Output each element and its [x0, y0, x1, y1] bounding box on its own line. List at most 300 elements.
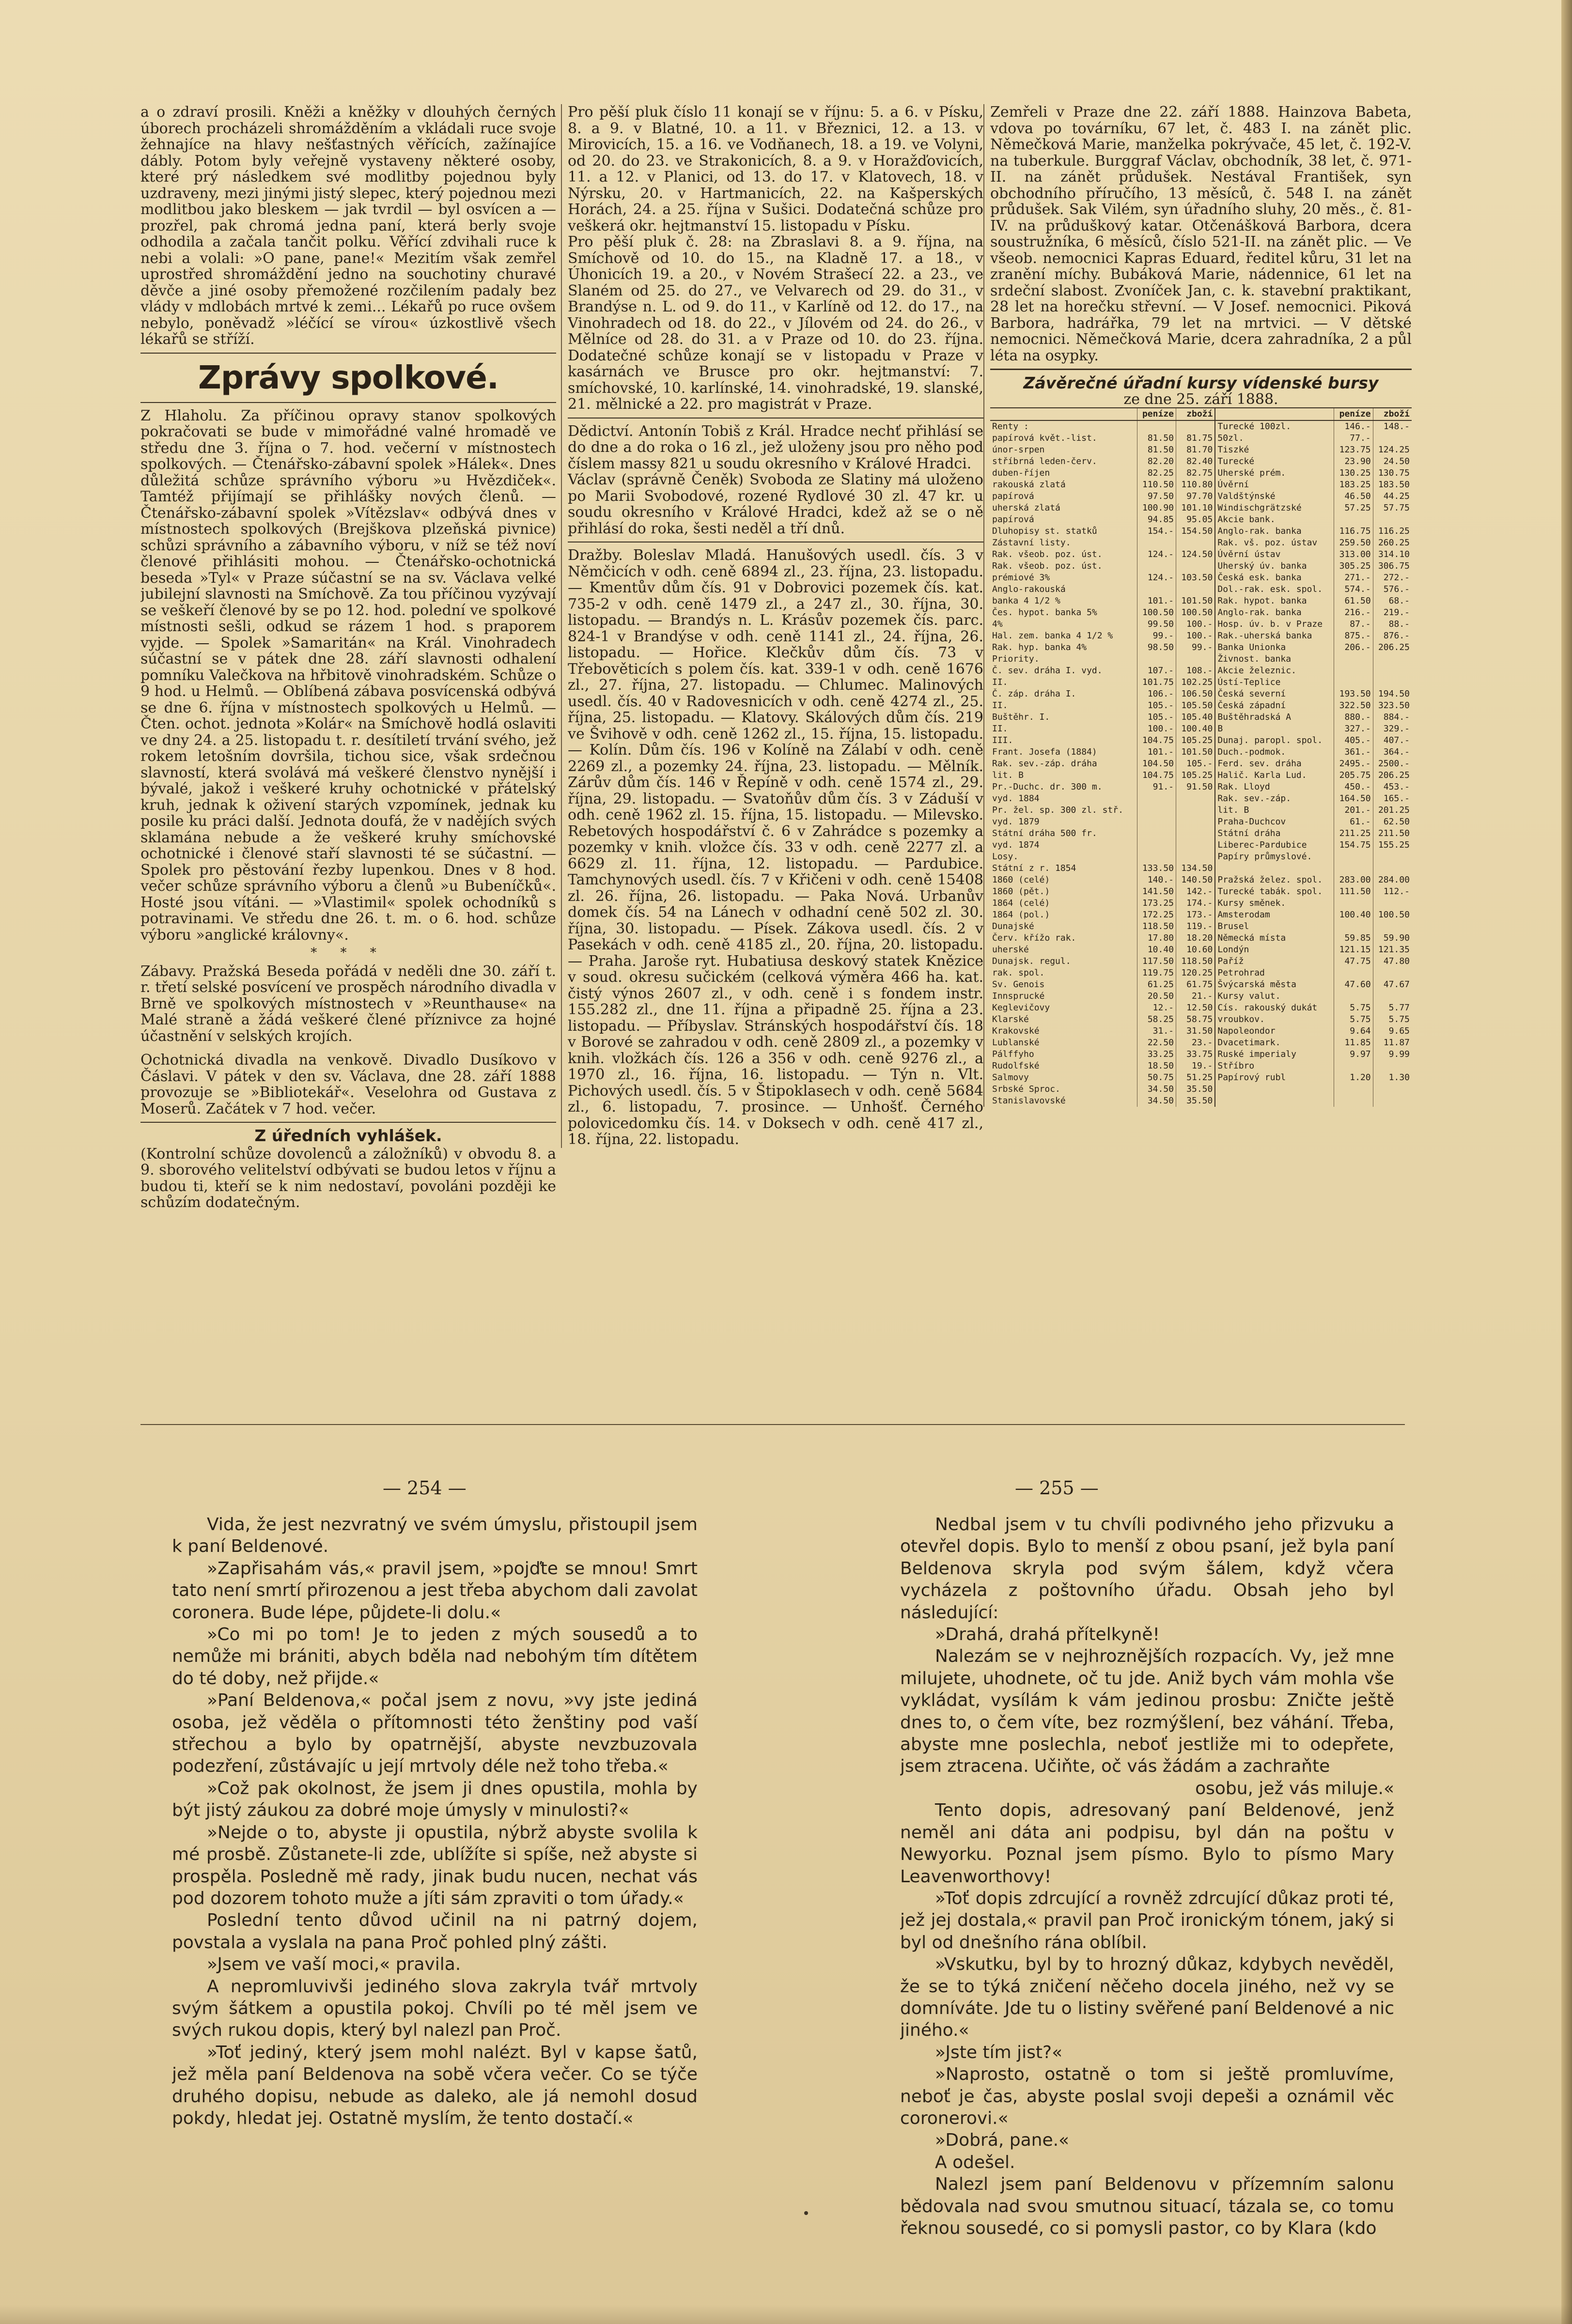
- bourse-cell: 576.-: [1373, 584, 1412, 595]
- bourse-cell: 104.75: [1137, 770, 1176, 781]
- bourse-cell: Akcie železnic.: [1215, 665, 1334, 677]
- bourse-cell: 94.85: [1137, 514, 1176, 526]
- bourse-cell: [1373, 863, 1412, 874]
- bourse-cell: 5.75: [1373, 1014, 1412, 1025]
- bourse-cell: 33.75: [1176, 1049, 1215, 1060]
- bourse-cell: Pr.-Duchc. dr. 300 m.: [992, 782, 1103, 792]
- bourse-cell: Dunajsk. regul.: [992, 956, 1071, 966]
- bourse-cell: 124.-: [1137, 549, 1176, 560]
- bourse-cell: 57.25: [1334, 502, 1373, 514]
- bourse-cell: 211.50: [1373, 828, 1412, 839]
- bourse-cell: 124.-: [1137, 572, 1176, 584]
- bourse-cell: [1176, 816, 1215, 828]
- bourse-cell: Rak.-uherská banka: [1215, 630, 1334, 642]
- bourse-row: [990, 491, 1412, 502]
- bourse-cell: 206.25: [1373, 770, 1412, 781]
- bourse-cell: [1373, 514, 1412, 526]
- bourse-cell: 364.-: [1373, 746, 1412, 758]
- bourse-cell: 164.50: [1334, 793, 1373, 805]
- bourse-row: [990, 758, 1412, 770]
- bourse-cell: Úvěrní ústav: [1215, 549, 1334, 560]
- bourse-cell: 142.-: [1176, 886, 1215, 898]
- bourse-cell: 50zl.: [1215, 433, 1334, 444]
- bourse-cell: [1137, 537, 1176, 549]
- bourse-cell: Stanislavovské: [992, 1096, 1066, 1106]
- bourse-cell: Liberec-Pardubice: [1215, 839, 1334, 851]
- bourse-cell: 130.25: [1334, 467, 1373, 479]
- bourse-cell: 9.65: [1373, 1025, 1412, 1037]
- bourse-cell: 105.-: [1137, 712, 1176, 723]
- bourse-cell: 81.75: [1176, 433, 1215, 444]
- bourse-cell: 91.-: [1137, 781, 1176, 793]
- bourse-row: [990, 630, 1412, 642]
- bourse-cell: 100.50: [1137, 607, 1176, 619]
- bourse-cell: 88.-: [1373, 619, 1412, 630]
- bourse-cell: 103.50: [1176, 572, 1215, 584]
- bourse-cell: Pražská želez. spol.: [1215, 874, 1334, 886]
- bourse-row: [990, 1002, 1412, 1014]
- bourse-cell: 284.00: [1373, 874, 1412, 886]
- bourse-cell: Anglo-rak. banka: [1215, 526, 1334, 537]
- bourse-cell: 12.50: [1176, 1002, 1215, 1014]
- bourse-cell: 134.50: [1176, 863, 1215, 874]
- bourse-cell: 121.35: [1373, 944, 1412, 956]
- bourse-cell: 313.00: [1334, 549, 1373, 560]
- bourse-cell: 105.-: [1137, 700, 1176, 712]
- bourse-cell: Kursy valut.: [1215, 991, 1334, 1002]
- novel-paragraph: »Což pak okolnost, že jsem ji dnes opustila, mohla by být jistý záukou za dobré moje úmysly v minulosti?«: [172, 1778, 698, 1821]
- bourse-cell: Anglo-rak. banka: [1215, 607, 1334, 619]
- bourse-cell: lit. B: [992, 770, 1024, 780]
- bourse-cell: 82.40: [1176, 456, 1215, 467]
- bourse-cell: Buštěhradská A: [1215, 712, 1334, 723]
- bourse-cell: 101.75: [1137, 677, 1176, 688]
- bourse-row: [990, 828, 1412, 839]
- bourse-row: [990, 991, 1412, 1002]
- bourse-cell: Brusel: [1215, 921, 1334, 932]
- bourse-cell: 112.-: [1373, 886, 1412, 898]
- bourse-cell: Sv. Genois: [992, 979, 1045, 990]
- bourse-cell: 116.75: [1334, 526, 1373, 537]
- bourse-cell: 283.00: [1334, 874, 1373, 886]
- bourse-row: [990, 1025, 1412, 1037]
- bourse-cell: 82.75: [1176, 467, 1215, 479]
- bourse-cell: 172.25: [1137, 909, 1176, 921]
- bourse-cell: 95.05: [1176, 514, 1215, 526]
- article-text: Zemřeli v Praze dne 22. září 1888. Hainzova Babeta, vdova po továrníku, 67 let, č. 483 I. na zánět plic. Němečková Marie, manželka pokrývače, 45 let, č. 192-V. na tuberkule. Burggraf Václav, obchodník, 38 let, č. 971-II. na zánět průdušek. Nestával František, syn obchodního příručího, 13 měsíců, č. 548 I. na zánět průdušek. Sak Vilém, syn úřadního sluhy, 20 měs., č. 81-IV. na průduškový katar. Otčenášková Barbora, dcera soustružníka, 6 měsíců, číslo 521-II. na zánět plic. — Ve všeob. nemocnici Kapras Eduard, ředitel kůru, 31 let na zranění míchy. Bubáková Marie, nádennice, 61 let na srdeční slabost. Zvoníček Jan, c. k. stavební praktikant, 28 let na horečku střevní. — V Josef. nemocnici. Piková Barbora, hadrářka, 79 let na mrtvici. — V dětské nemocnici. Němečková Marie, dcera zahradníka, 2 a půl léta na osypky.: [990, 104, 1412, 364]
- article-text: Pro pěší pluk č. 28: na Zbraslavi 8. a 9. října, na Smíchově od 10. do 15., na Kladně 17. a 18., v Úhonicích 19. a 20., v Novém Strašecí 22. a 23., ve Slaném od 25. do 27., ve Velvarech od 29. do 31., v Brandýse n. L. od 9. do 11., v Karlíně od 12. do 17., na Vinohradech od 18. do 22., v Jílovém od 24. do 26., v Mělníce od 28. do 31. a v Praze od 10. do 23. října. Dodatečné schůze konají se v listopadu v Praze v kasárnách ve Brusce pro okr. hejtmanství: 7. smíchovské, 10. karlínské, 14. vinohradské, 19. slanské, 21. mělnické a 22. pro magistrát v Praze.: [568, 233, 983, 413]
- bourse-cell: Lublanské: [992, 1038, 1040, 1048]
- bourse-cell: 120.25: [1176, 967, 1215, 979]
- bourse-cell: 875.-: [1334, 630, 1373, 642]
- bourse-cell: II.: [992, 677, 1008, 687]
- bourse-cell: [1137, 584, 1176, 595]
- subsection-heading: Z úředních vyhlášek.: [254, 1126, 442, 1145]
- bourse-cell: [1334, 665, 1373, 677]
- bourse-cell: Rak. hypot. banka: [1215, 595, 1334, 607]
- bourse-title: Závěrečné úřadní kursy vídenské bursy: [1023, 373, 1379, 392]
- bourse-cell: 880.-: [1334, 712, 1373, 723]
- bourse-cell: 87.-: [1334, 619, 1373, 630]
- novel-paragraph: »Vskutku, byl by to hrozný důkaz, kdybych nevěděl, že se to týká zničení něčeho docela jiného, než vy se domníváte. Jde tu o listiny svěřené paní Beldenové a nic jiného.«: [900, 1954, 1394, 2041]
- bourse-cell: 2495.-: [1334, 758, 1373, 770]
- bourse-cell: 211.25: [1334, 828, 1373, 839]
- bourse-cell: [1334, 514, 1373, 526]
- bourse-row: [990, 770, 1412, 781]
- bourse-row: [990, 839, 1412, 851]
- bourse-cell: 102.25: [1176, 677, 1215, 688]
- bourse-row: [990, 1037, 1412, 1049]
- bourse-row: [990, 863, 1412, 874]
- bourse-cell: [1176, 584, 1215, 595]
- bourse-cell: Turecké tabák. spol.: [1215, 886, 1334, 898]
- novel-paragraph: »Dobrá, pane.«: [935, 2130, 1070, 2151]
- bourse-cell: 100.40: [1334, 909, 1373, 921]
- bourse-cell: Ústí-Teplice: [1215, 677, 1334, 688]
- bourse-cell: 21.-: [1176, 991, 1215, 1002]
- bourse-cell: 124.25: [1373, 444, 1412, 456]
- bourse-cell: Úvěrní: [1215, 479, 1334, 491]
- bourse-cell: Tiszké: [1215, 444, 1334, 456]
- bourse-cell: 34.50: [1137, 1084, 1176, 1095]
- bourse-cell: 105.50: [1176, 700, 1215, 712]
- bourse-cell: stříbrná leden-červ.: [992, 456, 1097, 466]
- bourse-cell: [1137, 828, 1176, 839]
- bourse-cell: 1860 (pět.): [992, 886, 1050, 897]
- novel-paragraph: osobu, jež vás miluje.«: [1195, 1778, 1394, 1798]
- bourse-cell: 119.75: [1137, 967, 1176, 979]
- bourse-cell: Stříbro: [1215, 1060, 1334, 1072]
- bourse-cell: 140.-: [1137, 874, 1176, 886]
- bourse-cell: Ruské imperialy: [1215, 1049, 1334, 1060]
- bourse-cell: 101.10: [1176, 502, 1215, 514]
- bourse-cell: [1137, 839, 1176, 851]
- bourse-cell: Dvacetimark.: [1215, 1037, 1334, 1049]
- bourse-cell: lit. B: [1215, 805, 1334, 816]
- bourse-cell: 104.75: [1137, 735, 1176, 746]
- page-divider: [140, 1424, 1405, 1425]
- bourse-cell: vyd. 1879: [992, 817, 1040, 827]
- bourse-cell: Dunajské: [992, 921, 1034, 931]
- bourse-cell: Rak. Lloyd: [1215, 781, 1334, 793]
- bourse-cell: Praha-Duchcov: [1215, 816, 1334, 828]
- bourse-cell: [1176, 839, 1215, 851]
- bourse-cell: Živnost. banka: [1215, 653, 1334, 665]
- bourse-cell: rak. spol.: [992, 968, 1045, 978]
- bourse-table: [990, 407, 1412, 1107]
- bourse-cell: vyd. 1874: [992, 840, 1040, 850]
- bourse-cell: Petrohrad: [1215, 967, 1334, 979]
- bourse-cell: 450.-: [1334, 781, 1373, 793]
- bourse-cell: Německá místa: [1215, 932, 1334, 944]
- bourse-cell: [1137, 805, 1176, 816]
- bourse-cell: 305.25: [1334, 560, 1373, 572]
- bourse-cell: 19.-: [1176, 1060, 1215, 1072]
- bourse-cell: Buštěhr. I.: [992, 712, 1050, 722]
- bourse-cell: [1176, 828, 1215, 839]
- bourse-cell: 183.50: [1373, 479, 1412, 491]
- bourse-cell: 174.-: [1176, 898, 1215, 909]
- bourse-cell: 130.75: [1373, 467, 1412, 479]
- bourse-cell: 119.-: [1176, 921, 1215, 932]
- bourse-cell: 12.-: [1137, 1002, 1176, 1014]
- bourse-cell: Státní z r. 1854: [992, 863, 1076, 873]
- bourse-row: [990, 572, 1412, 584]
- bourse-cell: Halič. Karla Lud.: [1215, 770, 1334, 781]
- bourse-row: [990, 921, 1412, 932]
- bourse-cell: papírová: [992, 514, 1034, 525]
- bourse-cell: 105.40: [1176, 712, 1215, 723]
- bourse-cell: 10.40: [1137, 944, 1176, 956]
- bourse-cell: 50.75: [1137, 1072, 1176, 1084]
- bourse-cell: Banka Unionka: [1215, 642, 1334, 653]
- bourse-cell: [1373, 967, 1412, 979]
- bourse-row: [990, 467, 1412, 479]
- bourse-cell: 219.-: [1373, 607, 1412, 619]
- bourse-cell: [1373, 921, 1412, 932]
- bourse-cell: Keglevičovy: [992, 1003, 1050, 1013]
- bourse-cell: [1176, 653, 1215, 665]
- bourse-row: [990, 793, 1412, 805]
- rule: [140, 1122, 556, 1123]
- bourse-cell: 77.-: [1334, 433, 1373, 444]
- bourse-cell: 106.-: [1137, 688, 1176, 700]
- bourse-row: [990, 746, 1412, 758]
- bourse-cell: 97.50: [1137, 491, 1176, 502]
- bourse-cell: 5.77: [1373, 1002, 1412, 1014]
- bourse-cell: [1176, 560, 1215, 572]
- bourse-cell: 193.50: [1334, 688, 1373, 700]
- bourse-row: [990, 665, 1412, 677]
- page-number-right: — 255 —: [1015, 1477, 1099, 1499]
- bourse-cell: [1137, 851, 1176, 863]
- bourse-cell: Švýcarská města: [1215, 979, 1334, 991]
- bourse-cell: 154.-: [1137, 526, 1176, 537]
- novel-paragraph: A odešel.: [935, 2152, 1015, 2172]
- bourse-cell: 33.25: [1137, 1049, 1176, 1060]
- bourse-cell: 118.50: [1137, 921, 1176, 932]
- bourse-cell: 61.-: [1334, 816, 1373, 828]
- bourse-cell: [1334, 851, 1373, 863]
- bourse-cell: vyd. 1884: [992, 793, 1040, 804]
- bourse-cell: 82.20: [1137, 456, 1176, 467]
- bourse-row: [990, 723, 1412, 735]
- bourse-cell: 117.50: [1137, 956, 1176, 967]
- bourse-cell: Dluhopisy st. statků: [992, 526, 1097, 536]
- bourse-cell: [1137, 420, 1176, 433]
- bourse-cell: 1864 (pol.): [992, 910, 1050, 920]
- bourse-cell: 116.25: [1373, 526, 1412, 537]
- bourse-cell: 61.50: [1334, 595, 1373, 607]
- bourse-date: ze dne 25. září 1888.: [1123, 390, 1278, 408]
- bourse-cell: 306.75: [1373, 560, 1412, 572]
- bourse-cell: 100.90: [1137, 502, 1176, 514]
- rule: [140, 402, 556, 403]
- bourse-cell: 100.50: [1176, 607, 1215, 619]
- bourse-cell: 59.90: [1373, 932, 1412, 944]
- bourse-cell: 165.-: [1373, 793, 1412, 805]
- article-text: Dědictví. Antonín Tobiš z Král. Hradce nechť přihlásí se do dne a do roka o 16 zl., jež uloženy jsou pro něho pod číslem massy 821 u soudu okresního v Králové Hradci.: [568, 422, 983, 472]
- novel-page-left: [172, 1514, 698, 2129]
- bourse-cell: 2500.-: [1373, 758, 1412, 770]
- bourse-cell: 173.-: [1176, 909, 1215, 921]
- bourse-cell: Srbské Sproc.: [992, 1084, 1060, 1094]
- bourse-cell: 17.80: [1137, 932, 1176, 944]
- article-text: (Kontrolní schůze dovolenců a záložníků) v obvodu 8. a 9. sborového velitelství odbývati se budou letos v říjnu a budou ti, kteří se k nim nedostaví, povoláni později ke schůzím dodatečným.: [140, 1145, 556, 1211]
- novel-paragraph: Tento dopis, adresovaný paní Beldenové, jenž neměl ani dáta ani podpisu, byl dán na poštu v Newyorku. Poznal jsem písmo. Bylo to písmo Mary Leavenworthovy!: [900, 1800, 1394, 1887]
- bourse-cell: Duch.-podmok.: [1215, 746, 1334, 758]
- bourse-cell: 24.50: [1373, 456, 1412, 467]
- novel-paragraph: »Zapřisahám vás,« pravil jsem, »pojďte se mnou! Smrt tato není smrtí přirozenou a jest třeba abychom dali zavolat coronera. Bude lépe, půjdete-li dolu.«: [172, 1558, 698, 1623]
- bourse-row: [990, 979, 1412, 991]
- bourse-cell: únor-srpen: [992, 445, 1045, 455]
- bourse-cell: 148.-: [1373, 420, 1412, 433]
- bourse-cell: Turecké 100zl.: [1215, 420, 1334, 433]
- bourse-row: [990, 851, 1412, 863]
- bourse-cell: 407.-: [1373, 735, 1412, 746]
- rule: [140, 353, 556, 354]
- bourse-row: [990, 898, 1412, 909]
- bourse-cell: [1334, 1084, 1373, 1095]
- bourse-cell: 101.-: [1137, 746, 1176, 758]
- bourse-cell: 205.75: [1334, 770, 1373, 781]
- bourse-cell: 91.50: [1176, 781, 1215, 793]
- bourse-cell: 23.-: [1176, 1037, 1215, 1049]
- bourse-cell: rakouská zlatá: [992, 480, 1066, 490]
- bourse-row: [990, 805, 1412, 816]
- bourse-row: [990, 956, 1412, 967]
- bourse-cell: 62.50: [1373, 816, 1412, 828]
- bourse-row: [990, 479, 1412, 491]
- bourse-cell: Salmovy: [992, 1072, 1029, 1083]
- bourse-cell: 105.-: [1176, 758, 1215, 770]
- bourse-row: [990, 642, 1412, 653]
- bourse-cell: [1334, 863, 1373, 874]
- bourse-cell: [1176, 420, 1215, 433]
- bourse-cell: [1215, 1084, 1334, 1095]
- bourse-cell: Paříž: [1215, 956, 1334, 967]
- bourse-cell: [1137, 816, 1176, 828]
- bourse-cell: Valdštýnské: [1215, 491, 1334, 502]
- bourse-cell: II.: [992, 700, 1008, 711]
- bourse-cell: 154.50: [1176, 526, 1215, 537]
- bourse-cell: 453.-: [1373, 781, 1412, 793]
- bourse-cell: 34.50: [1137, 1095, 1176, 1107]
- page-edge: [1561, 0, 1572, 2324]
- novel-page-right: [900, 1514, 1394, 2239]
- bourse-cell: 59.85: [1334, 932, 1373, 944]
- bourse-cell: 154.75: [1334, 839, 1373, 851]
- bourse-cell: 5.75: [1334, 1014, 1373, 1025]
- section-heading: Zprávy spolkové.: [198, 358, 499, 396]
- bourse-cell: [1137, 560, 1176, 572]
- bourse-cell: 22.50: [1137, 1037, 1176, 1049]
- bourse-cell: 1860 (celé): [992, 875, 1050, 885]
- bourse-cell: [1373, 898, 1412, 909]
- bourse-cell: [1176, 537, 1215, 549]
- bourse-cell: 1.30: [1373, 1072, 1412, 1084]
- novel-paragraph: »Toť jediný, který jsem mohl nalézt. Byl v kapse šatů, jež měla paní Beldenova na sobě včera večer. Co se týče druhého dopisu, nebude as daleko, ale já nemohl dosud pokdy, hledat jej. Ostatně myslím, že tento dostačí.«: [172, 2042, 698, 2128]
- bourse-cell: 327.-: [1334, 723, 1373, 735]
- bourse-cell: Uherský úv. banka: [1215, 560, 1334, 572]
- bourse-row: [990, 514, 1412, 526]
- bourse-cell: 105.25: [1176, 735, 1215, 746]
- bourse-header-cell: zboží: [1176, 408, 1215, 420]
- bourse-cell: 18.20: [1176, 932, 1215, 944]
- bourse-cell: 146.-: [1334, 420, 1373, 433]
- bourse-cell: 329.-: [1373, 723, 1412, 735]
- bourse-cell: 105.25: [1176, 770, 1215, 781]
- bourse-row: [990, 1060, 1412, 1072]
- column-3: [983, 104, 1412, 1107]
- bourse-cell: 5.75: [1334, 1002, 1373, 1014]
- bourse-cell: duben-říjen: [992, 468, 1050, 478]
- bourse-cell: Amsterodam: [1215, 909, 1334, 921]
- bourse-cell: 61.25: [1137, 979, 1176, 991]
- bourse-row: [990, 456, 1412, 467]
- bourse-cell: 23.90: [1334, 456, 1373, 467]
- bourse-cell: Kursy směnek.: [1215, 898, 1334, 909]
- bourse-cell: Napoleondor: [1215, 1025, 1334, 1037]
- bourse-cell: Akcie bank.: [1215, 514, 1334, 526]
- bourse-cell: [1334, 653, 1373, 665]
- bourse-cell: Windischgrätzské: [1215, 502, 1334, 514]
- bourse-cell: uherské: [992, 945, 1029, 955]
- bourse-cell: 61.75: [1176, 979, 1215, 991]
- bourse-row: [990, 944, 1412, 956]
- bourse-cell: 81.50: [1137, 433, 1176, 444]
- bourse-cell: 133.50: [1137, 863, 1176, 874]
- bourse-cell: Londýn: [1215, 944, 1334, 956]
- bourse-cell: 173.25: [1137, 898, 1176, 909]
- bourse-cell: Rak. sev.-záp.: [1215, 793, 1334, 805]
- bourse-cell: papírová: [992, 491, 1034, 501]
- bourse-cell: Krakovské: [992, 1026, 1040, 1036]
- bourse-cell: Hal. zem. banka 4 1/2 %: [992, 631, 1113, 641]
- bourse-cell: III.: [992, 735, 1013, 745]
- bourse-cell: Papíry průmyslové.: [1215, 851, 1334, 863]
- bourse-cell: 99.-: [1176, 642, 1215, 653]
- bourse-cell: Česká severní: [1215, 688, 1334, 700]
- bourse-cell: 574.-: [1334, 584, 1373, 595]
- bourse-row: [990, 607, 1412, 619]
- bourse-cell: banka 4 1/2 %: [992, 596, 1060, 606]
- bourse-cell: 100.50: [1373, 909, 1412, 921]
- bourse-header-cell: [1215, 408, 1334, 420]
- novel-paragraph: »Jste tím jist?«: [935, 2042, 1063, 2062]
- bourse-cell: [1176, 793, 1215, 805]
- bourse-cell: 259.50: [1334, 537, 1373, 549]
- bourse-row: [990, 1095, 1412, 1107]
- novel-paragraph: Poslední tento důvod učinil na ni patrný dojem, povstala a vyslala na pana Proč pohled plný zášti.: [172, 1910, 698, 1952]
- bourse-cell: 314.10: [1373, 549, 1412, 560]
- bourse-cell: [1137, 793, 1176, 805]
- bourse-cell: 110.50: [1137, 479, 1176, 491]
- bourse-cell: 9.99: [1373, 1049, 1412, 1060]
- bourse-cell: Čes. hypot. banka 5%: [992, 607, 1097, 618]
- novel-paragraph: »Paní Beldenova,« počal jsem z novu, »vy jste jediná osoba, jež věděla o přítomnosti této ženštiny pod vaší střechou a bylo by opatrnější, abyste nevzbuzovala podezření, zůstávajíc u její mrtvoly déle než toho třeba.«: [172, 1690, 698, 1777]
- bourse-row: [990, 735, 1412, 746]
- bourse-row: [990, 502, 1412, 514]
- bourse-cell: 876.-: [1373, 630, 1412, 642]
- bourse-cell: prémiové 3%: [992, 573, 1050, 583]
- bourse-cell: Dunaj. paropl. spol.: [1215, 735, 1334, 746]
- bourse-cell: Pr. žel. sp. 300 zl. stř.: [992, 805, 1123, 815]
- bourse-cell: 81.50: [1137, 444, 1176, 456]
- bourse-cell: 44.25: [1373, 491, 1412, 502]
- bourse-row: [990, 619, 1412, 630]
- bourse-row: [990, 909, 1412, 921]
